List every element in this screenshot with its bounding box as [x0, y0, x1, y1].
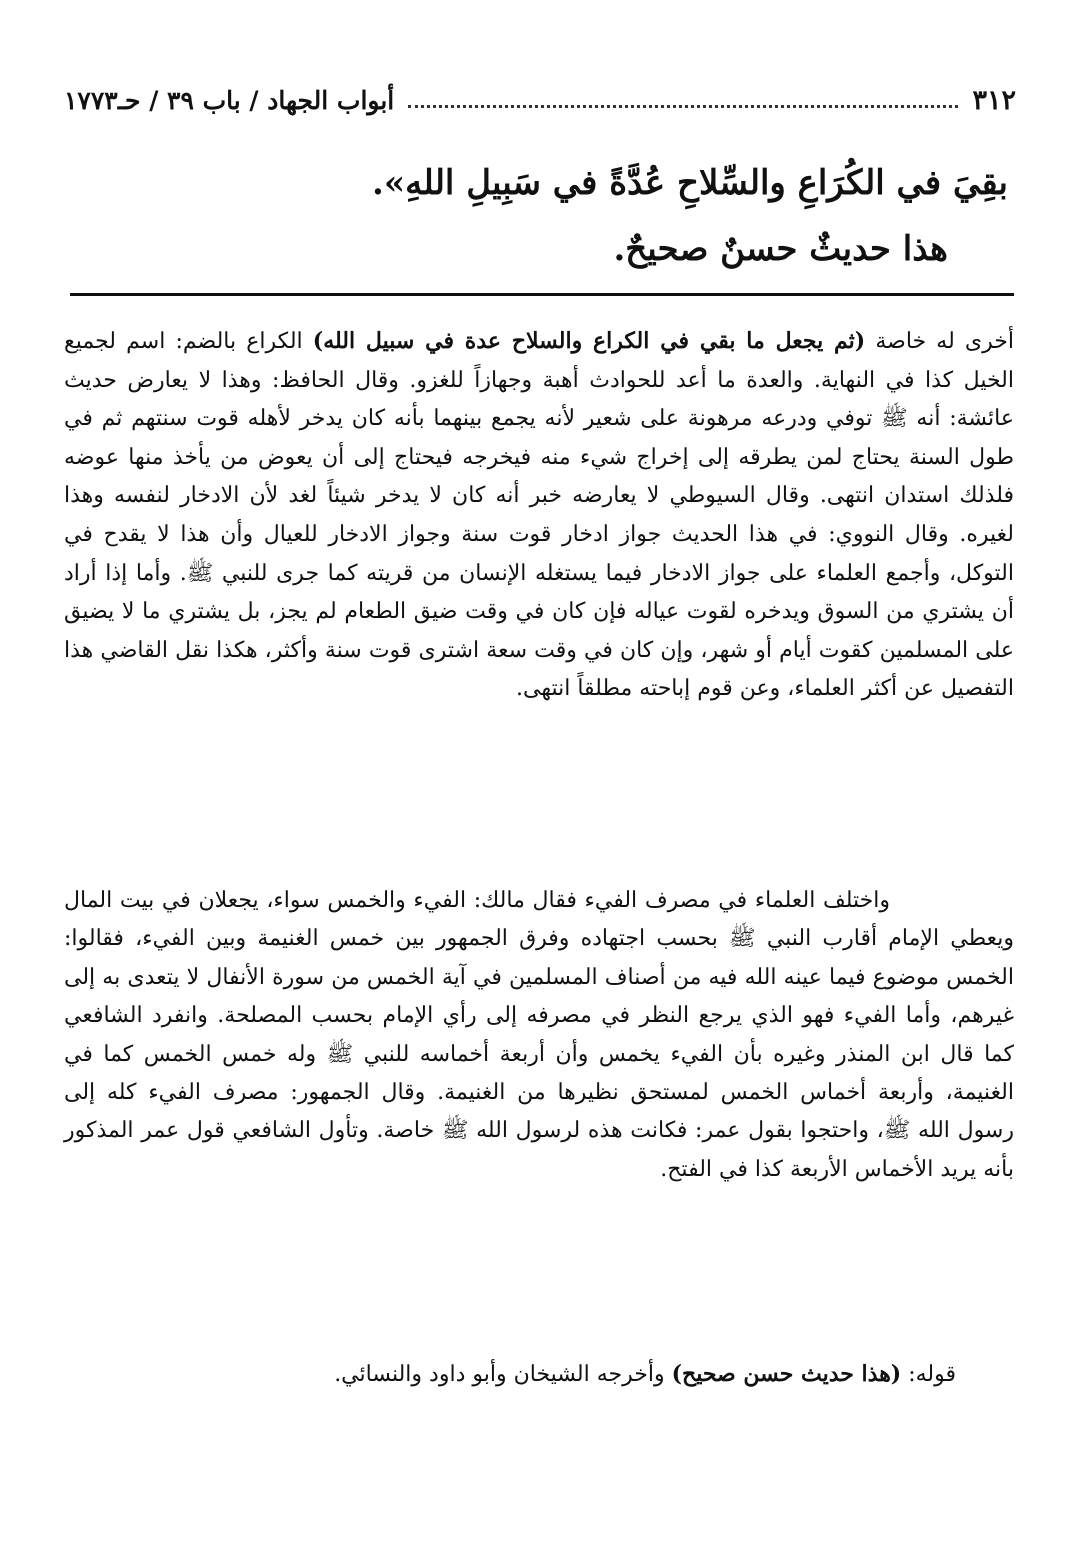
- qawluh-quote: (هذا حديث حسن صحيح): [671, 1361, 902, 1387]
- commentary-intro: أخرى له خاصة: [865, 329, 1015, 354]
- commentary-quote: (ثم يجعل ما بقي في الكراع والسلاح عدة في سبيل الله): [312, 328, 866, 354]
- hadith-line-1: بقِيَ في الكُرَاعِ والسِّلاحِ عُدَّةً في سَبِيلِ اللهِ».: [372, 163, 1008, 203]
- qawluh-note: [64, 1354, 956, 1395]
- hadith-grading: هذا حديثٌ حسنٌ صحيحٌ.: [613, 229, 948, 269]
- commentary-body: الكراع بالضم: اسم لجميع الخيل كذا في النهاية. والعدة ما أعد للحوادث أهبة وجهازاً للغزو. وقال الحافظ: وهذا لا يعارض حديث عائشة: أنه ﷺ توفي ودرعه مرهونة على شعير لأنه يجمع بينهما بأنه كان يدخر لأهله قوت سنتهم ثم في طول السنة يحتاج لمن يطرقه إلى إخراج شيء منه فيخرجه فيحتاج إلى أن يعوض من يأخذ منها عوضه فلذلك استدان انتهى. وقال السيوطي لا يعارضه خبر أنه كان لا يدخر شيئاً لغد لأن الادخار لنفسه وهذا لغيره. وقال النووي: في هذا الحديث جواز ادخار قوت سنة وجواز الادخار للعيال وأن هذا لا يقدح في التوكل، وأجمع العلماء على جواز الادخار فيما يستغله الإنسان من قريته كما جرى للنبي ﷺ. وأما إذا أراد أن يشتري من السوق ويدخره لقوت عياله فإن كان في وقت ضيق الطعام لم يجز، بل يشتري ما لا يضيق على المسلمين كقوت أيام أو شهر، وإن كان في وقت سعة اشترى قوت سنة وأكثر، هكذا نقل القاضي هذا التفصيل عن أكثر العلماء، وعن قوم إباحته مطلقاً انتهى.: [64, 329, 1014, 702]
- page-number: ٣١٢: [972, 84, 1016, 116]
- header-dot-leader: [408, 105, 958, 108]
- hadith-text: [64, 150, 1008, 282]
- page-header: [64, 80, 1016, 120]
- qawluh-label: قوله:: [901, 1362, 956, 1387]
- section-divider: [70, 293, 1014, 296]
- commentary-paragraph-1: [64, 322, 1014, 709]
- running-title: أبواب الجهاد / باب ٣٩ / حـ١٧٧٣: [64, 85, 395, 115]
- qawluh-rest: وأخرجه الشيخان وأبو داود والنسائي.: [334, 1362, 672, 1387]
- commentary-paragraph-2: واختلف العلماء في مصرف الفيء فقال مالك: الفيء والخمس سواء، يجعلان في بيت المال ويعطي الإمام أقارب النبي ﷺ بحسب اجتهاده وفرق الجمهور بين خمس الغنيمة وبين الفيء، فقالوا: الخمس موضوع فيما عينه الله فيه من أصناف المسلمين في آية الخمس من سورة الأنفال لا يتعدى به إلى غيرهم، وأما الفيء فهو الذي يرجع النظر في مصرفه إلى رأي الإمام بحسب المصلحة. وانفرد الشافعي كما قال ابن المنذر وغيره بأن الفيء يخمس وأن أربعة أخماسه للنبي ﷺ وله خمس الخمس كما في الغنيمة، وأربعة أخماس الخمس لمستحق نظيرها من الغنيمة. وقال الجمهور: مصرف الفيء كله إلى رسول الله ﷺ، واحتجوا بقول عمر: فكانت هذه لرسول الله ﷺ خاصة. وتأول الشافعي قول عمر المذكور بأنه يريد الأخماس الأربعة كذا في الفتح.: [64, 888, 1015, 1182]
